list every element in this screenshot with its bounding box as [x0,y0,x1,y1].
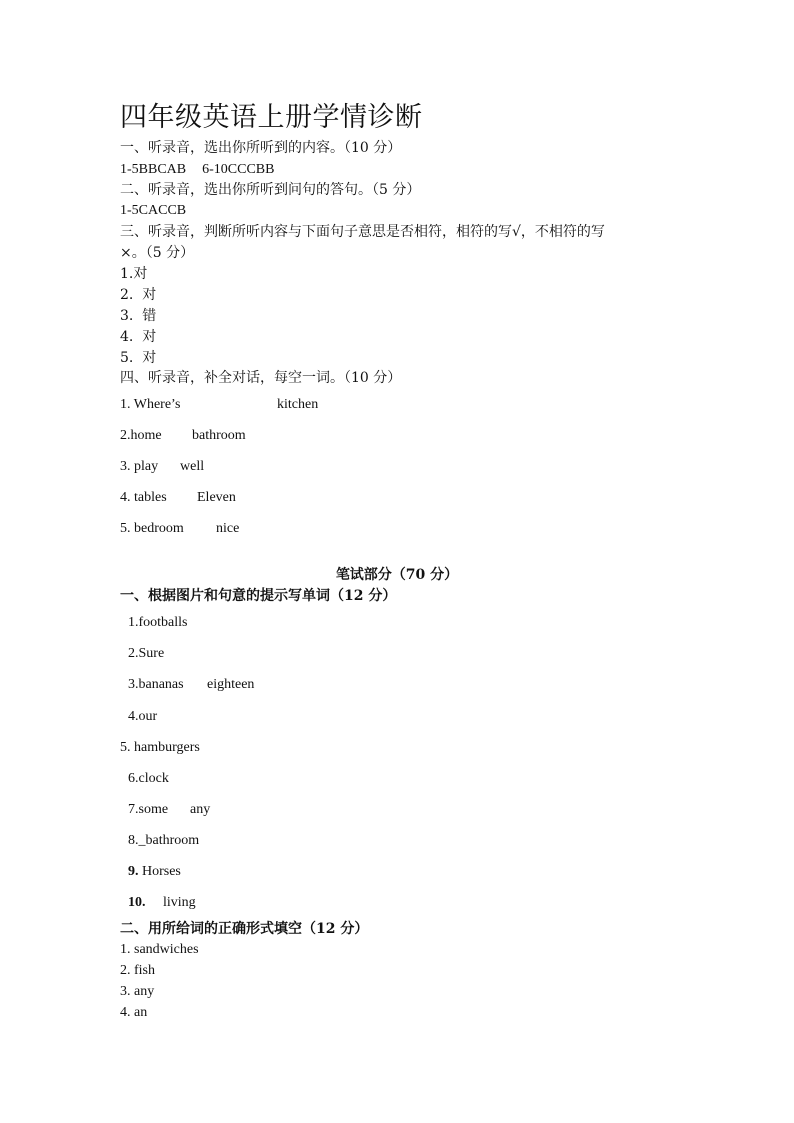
listening-part3-item: 5. 对 [120,350,157,366]
written-part2-item: 2. fish [120,963,155,978]
listening-part2-heading: 二、听录音，选出你所听到问句的答句。（5 分） [120,182,421,198]
answer-word: 5. bedroom [120,521,184,536]
listening-part2-answer: 1-5CACCB [120,203,187,218]
written-part1-item [128,862,181,882]
listening-part4-item-b: nice [216,521,240,536]
written-part1-item-word: living [163,895,196,910]
answer-word: 1. Where’s [120,397,181,412]
listening-part4-item [120,488,167,508]
written-part1-item: 8._bathroom [128,833,200,848]
written-part2-item: 1. sandwiches [120,942,199,957]
written-part1-item: 3.bananas [128,677,184,692]
written-part2-heading: 二、用所给词的正确形式填空（12 分） [120,921,369,937]
listening-part4-heading: 四、听录音，补全对话，每空一词。（10 分） [120,370,402,386]
listening-part3-item: 3. 错 [120,308,157,324]
answer-word: 3. play [120,459,159,474]
listening-part1-answers [120,160,274,180]
answer-word: 2.home [120,428,162,443]
listening-part3-item: 4. 对 [120,329,157,345]
listening-part3-heading-line2: ×。（5 分） [120,245,195,261]
answer-1-5: 1-5BBCAB [120,162,187,177]
listening-part4-item [120,457,158,477]
written-part1-item: 7.some [128,802,169,817]
listening-part1-heading: 一、听录音，选出你所听到的内容。（10 分） [120,140,402,156]
listening-part4-item [120,395,180,415]
listening-part3-item: 2. 对 [120,287,157,303]
listening-part4-item [120,426,162,446]
written-part1-item: 6.clock [128,771,169,786]
item-number: 10. [128,895,146,910]
written-part1-item: 5. hamburgers [120,740,200,755]
written-part2-item: 4. an [120,1005,148,1020]
listening-part3-heading-line1: 三、听录音，判断所听内容与下面句子意思是否相符，相符的写√，不相符的写 [120,224,605,240]
document-title: 四年级英语上册学情诊断 [120,102,423,133]
answer-6-10: 6-10CCCBB [202,162,275,177]
written-part1-item: 4.our [128,709,158,724]
written-part1-item: 1.footballs [128,615,188,630]
written-part1-heading: 一、根据图片和句意的提示写单词（12 分） [120,588,397,604]
written-part1-item-b: any [190,802,211,817]
written-part1-item [128,893,146,913]
written-part2-item: 3. any [120,984,155,999]
written-part1-item: 2.Sure [128,646,165,661]
written-part1-item-b: eighteen [207,677,255,692]
written-section-heading: 笔试部分（70 分） [335,567,459,583]
item-number: 9. [128,864,139,879]
listening-part4-item-b: bathroom [192,428,246,443]
listening-part4-item-b: kitchen [277,397,319,412]
listening-part4-item-b: well [180,459,205,474]
listening-part3-item: 1.对 [120,266,148,282]
answer-word: Horses [138,864,181,879]
answer-word: 4. tables [120,490,167,505]
listening-part4-item-b: Eleven [197,490,236,505]
listening-part4-item [120,519,184,539]
